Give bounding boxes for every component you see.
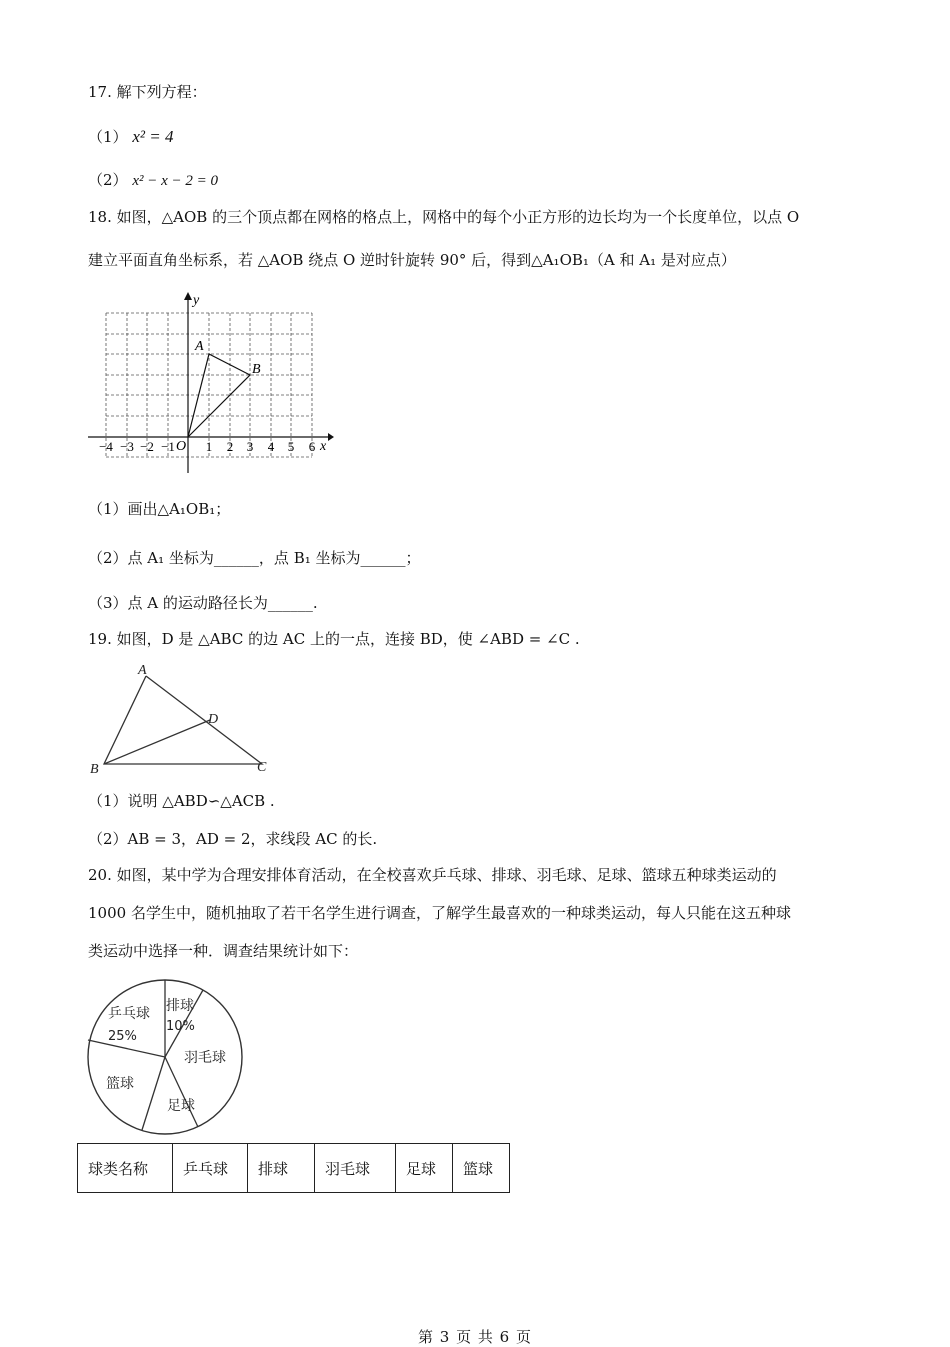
coordinate-grid-figure [84,290,334,475]
pie-label-basketball: 篮球 [106,1076,134,1092]
x-tick-label: 4 [267,439,275,454]
vertex-a-label: A [138,663,147,678]
x-tick-label: −4 [99,439,113,454]
x-tick-label: 1 [205,439,213,454]
x-tick-label: −1 [161,439,175,454]
x-tick-label: −3 [120,439,134,454]
table-cell: 排球 [248,1144,315,1193]
q20-line3: 类运动中选择一种．调查结果统计如下： [88,942,359,960]
point-b-label: B [252,362,261,377]
table-cell: 球类名称 [78,1144,173,1193]
x-tick-label: 6 [308,439,316,454]
table-cell: 篮球 [453,1144,510,1193]
q18-line1: 18. 如图，△AOB 的三个顶点都在网格的格点上，网格中的每个小正方形的边长均为一个长度单位，以点 O [88,208,800,226]
pie-pct-pingpong: 25% [108,1029,137,1044]
q17-title: 17. 解下列方程： [88,83,207,101]
q18-sub1: （1）画出△A₁OB₁； [88,500,231,518]
q20-line2: 1000 名学生中，随机抽取了若干名学生进行调查，了解学生最喜欢的一种球类运动，每人只能在这五种球 [88,904,791,922]
q17-part1-equation: x² = 4 [132,127,174,146]
q17-part2-label: （2） [88,171,128,189]
q19-sub1: （1）说明 △ABD∽△ACB . [88,792,275,810]
ball-type-table [77,1143,510,1193]
table-cell: 乒乓球 [173,1144,248,1193]
q17-part2 [88,170,218,191]
table-cell: 羽毛球 [315,1144,396,1193]
pie-label-football: 足球 [167,1098,195,1114]
q17-part2-equation: x² − x − 2 = 0 [132,173,219,189]
vertex-b-label: B [90,762,99,777]
x-tick-label: 5 [287,439,295,454]
triangle-abc-figure [86,660,276,778]
x-axis-label: x [320,439,327,454]
x-tick-label: 2 [226,439,234,454]
pie-label-pingpong: 乒乓球 [108,1006,150,1022]
q18-sub3: （3）点 A 的运动路径长为______. [88,594,318,612]
x-tick-label: −2 [140,439,154,454]
point-a-label: A [195,339,204,354]
pie-pct-volleyball: 10% [166,1019,195,1034]
origin-label: O [176,439,187,454]
point-d-label: D [208,712,219,727]
q19-sub2: （2）AB = 3，AD = 2，求线段 AC 的长. [88,830,378,848]
q18-sub2: （2）点 A₁ 坐标为______，点 B₁ 坐标为______； [88,549,421,567]
pie-label-badminton: 羽毛球 [184,1050,226,1066]
pie-label-volleyball: 排球 [166,998,194,1014]
q17-part1-label: （1） [88,128,128,146]
q20-line1: 20. 如图，某中学为合理安排体育活动，在全校喜欢乒乓球、排球、羽毛球、足球、篮球五种球类运动的 [88,866,777,884]
table-cell: 足球 [396,1144,453,1193]
q17-part1 [88,127,173,147]
q18-line2: 建立平面直角坐标系，若 △AOB 绕点 O 逆时针旋转 90° 后，得到△A₁OB₁（A 和 A₁ 是对应点） [88,251,736,269]
table-row [78,1144,510,1193]
pie-chart [80,972,250,1142]
page-footer: 第 3 页 共 6 页 [418,1328,532,1346]
x-tick-label: 3 [246,439,254,454]
y-axis-label: y [193,293,200,308]
q19-line1: 19. 如图，D 是 △ABC 的边 AC 上的一点，连接 BD，使 ∠ABD = ∠C . [88,630,580,648]
vertex-c-label: C [257,760,267,775]
